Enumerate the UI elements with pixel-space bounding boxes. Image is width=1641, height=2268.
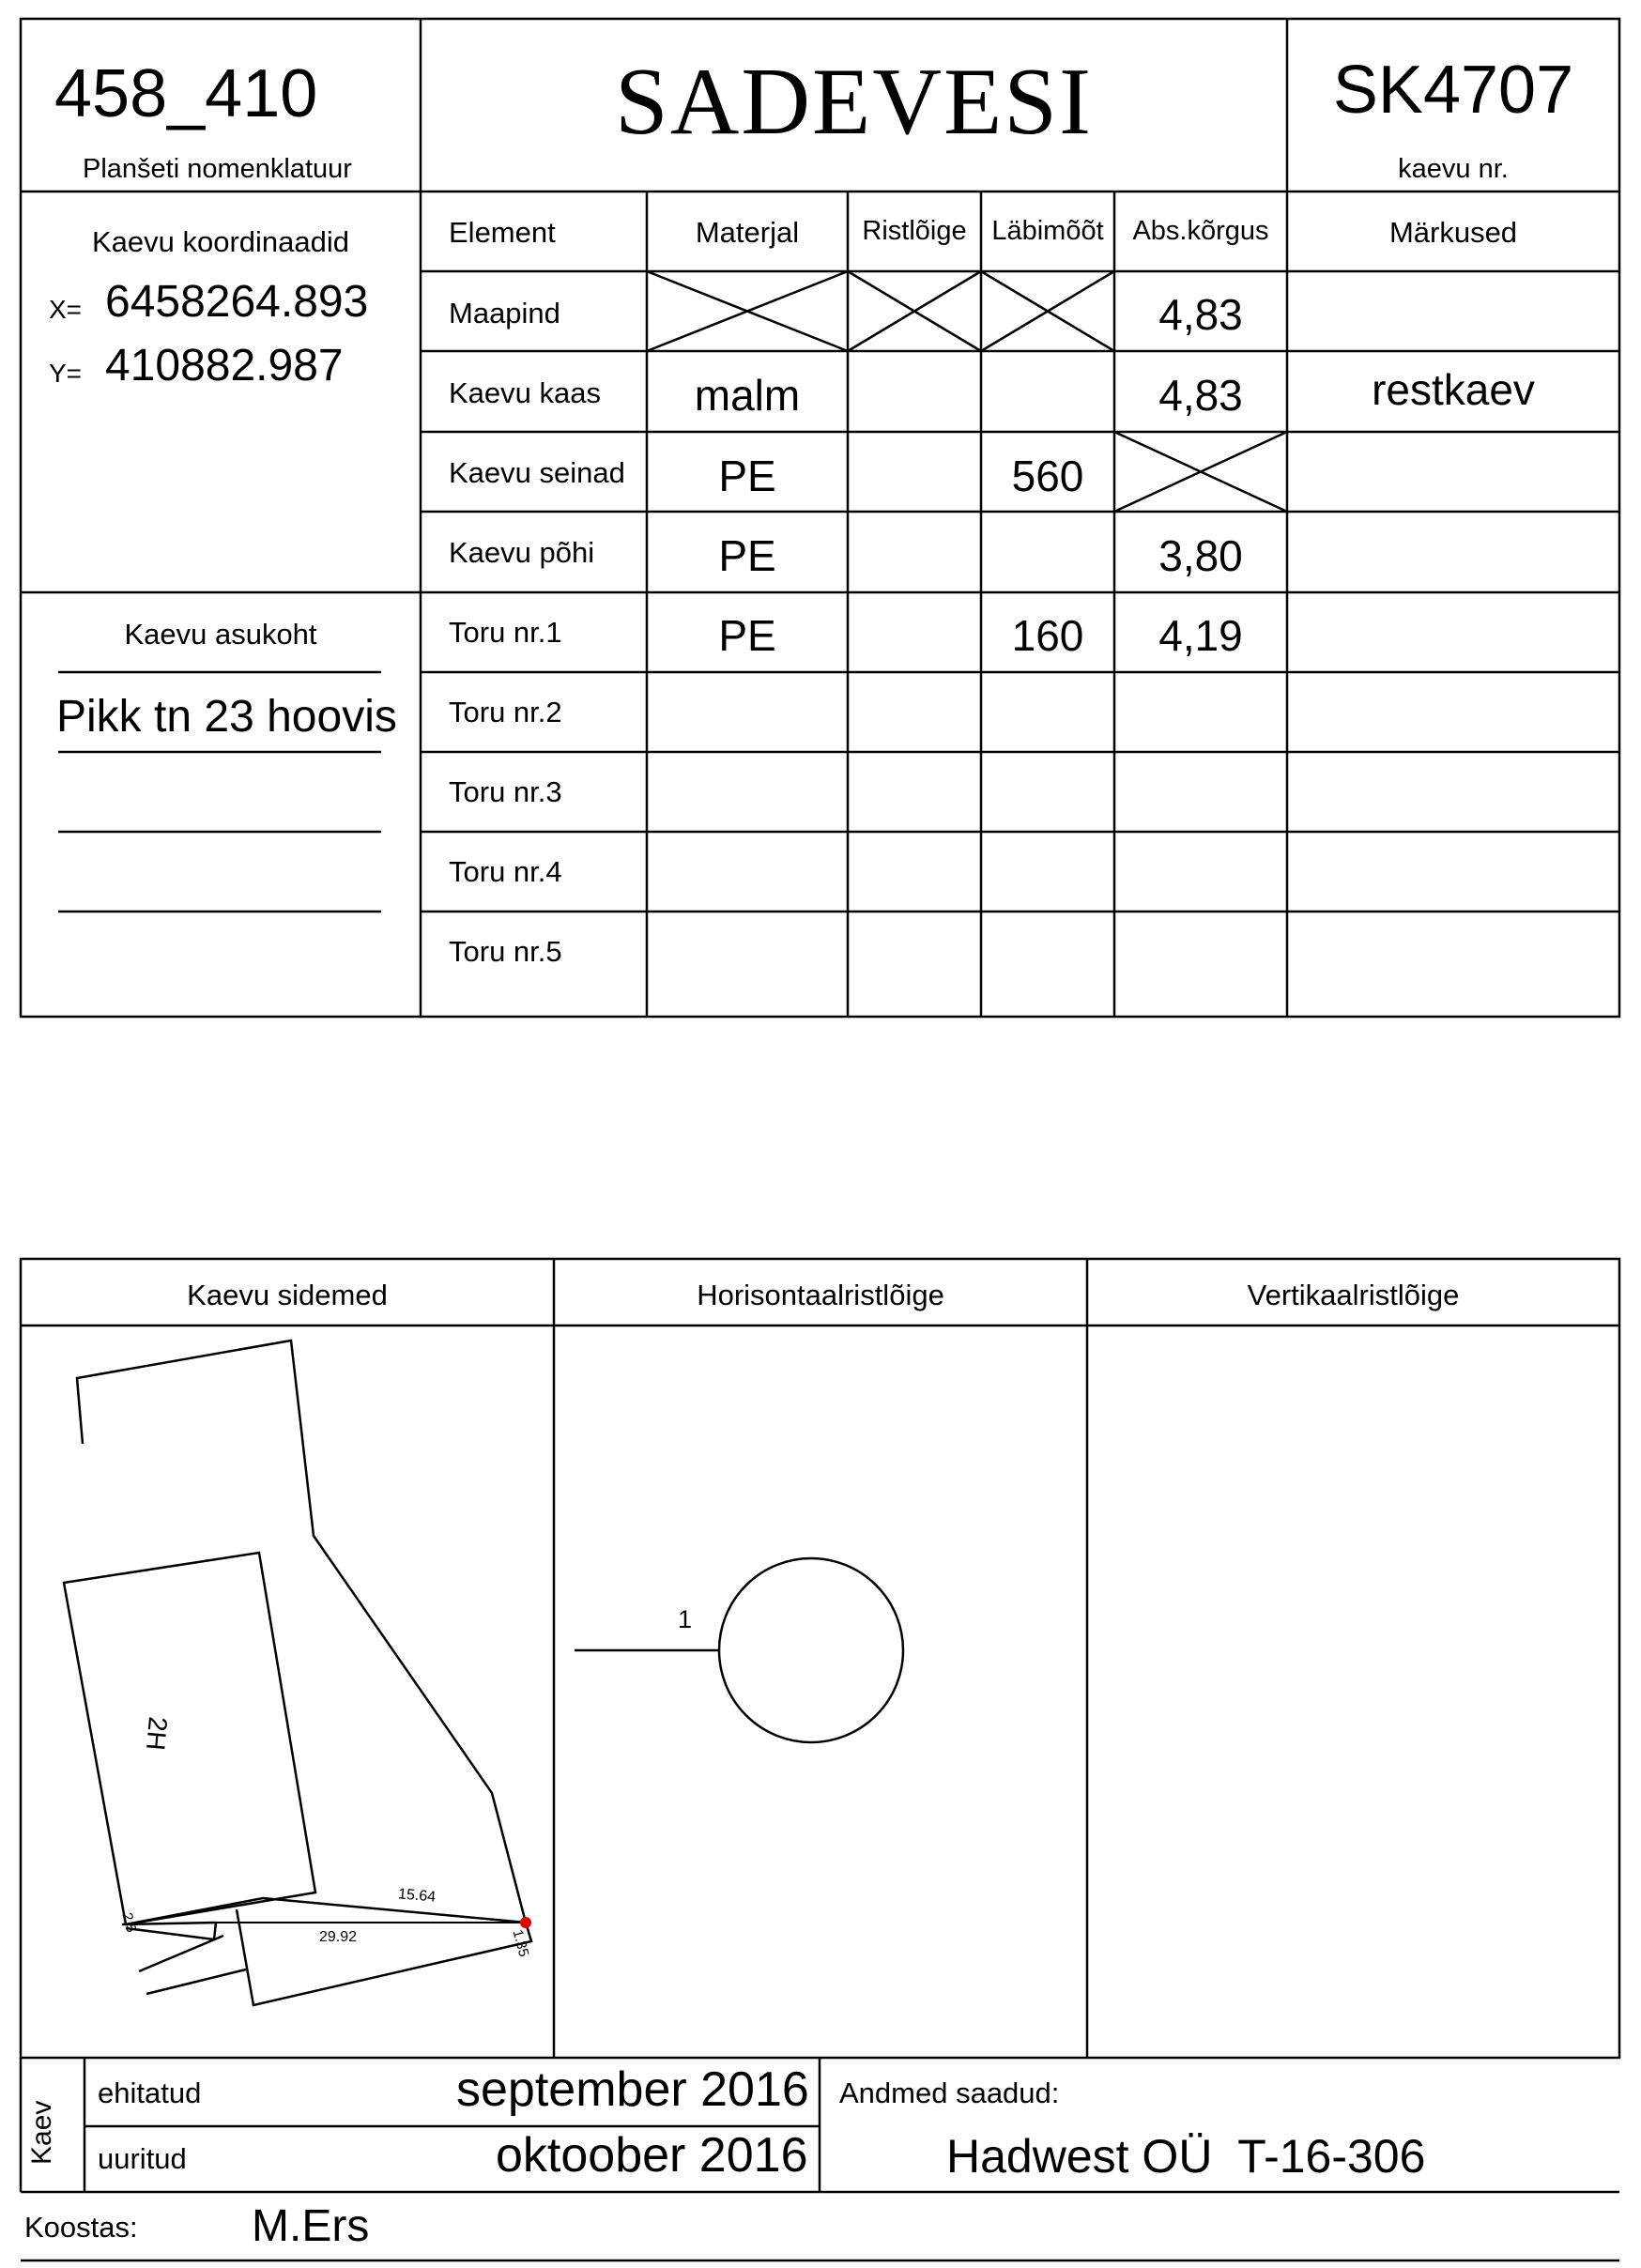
col-markused: Märkused xyxy=(1388,216,1518,249)
location-line1: Pikk tn 23 hoovis xyxy=(56,692,397,742)
col-element: Element xyxy=(449,216,556,249)
col-sidemed: Kaevu sidemed xyxy=(187,1279,388,1311)
built-label: ehitatud xyxy=(98,2076,202,2109)
x-value: 6458264.893 xyxy=(105,277,369,327)
row-element: Toru nr.2 xyxy=(449,696,562,728)
row-labimoot: 560 xyxy=(1011,452,1084,500)
row-element: Kaevu seinad xyxy=(449,456,625,489)
well-marker xyxy=(520,1917,531,1928)
row-element: Toru nr.5 xyxy=(449,935,562,968)
row-element: Maapind xyxy=(449,297,560,329)
author-label: Koostas: xyxy=(24,2211,138,2244)
row-materjal: PE xyxy=(718,452,776,500)
row-element: Toru nr.4 xyxy=(449,855,562,888)
col-horisontaal: Horisontaalristlõige xyxy=(697,1279,944,1311)
row-markused: restkaev xyxy=(1372,365,1535,414)
row-labimoot: 160 xyxy=(1011,611,1084,660)
author-value: M.Ers xyxy=(252,2201,370,2251)
row-abs: 4,83 xyxy=(1158,371,1243,420)
row-materjal: malm xyxy=(694,371,801,420)
col-materjal: Materjal xyxy=(695,216,800,249)
dimension-label: 15.64 xyxy=(397,1886,437,1906)
horizontal-section xyxy=(575,1558,903,1742)
row-abs: 3,80 xyxy=(1158,531,1243,580)
source-value: Hadwest OÜ T-16-306 xyxy=(946,2130,1426,2183)
row-abs: 4,19 xyxy=(1158,611,1243,660)
document-title: SADEVESI xyxy=(614,49,1094,155)
pipe-label: 1 xyxy=(678,1605,693,1633)
col-labimoot: Läbimõõt xyxy=(991,216,1104,246)
col-vertikaal: Vertikaalristlõige xyxy=(1247,1279,1460,1311)
coordinates-heading: Kaevu koordinaadid xyxy=(91,225,350,258)
sheet-caption: Planšeti nomenklatuur xyxy=(83,154,352,184)
y-label: Y= xyxy=(49,359,83,388)
sheet-number: 458_410 xyxy=(54,56,318,131)
source-label: Andmed saadud: xyxy=(839,2076,1060,2109)
well-number: SK4707 xyxy=(1332,53,1574,128)
well-caption: kaevu nr. xyxy=(1398,154,1509,184)
col-ristloige: Ristlõige xyxy=(862,216,967,246)
surveyed-label: uuritud xyxy=(98,2142,187,2175)
site-sketch xyxy=(64,1341,531,2005)
row-materjal: PE xyxy=(718,531,776,580)
row-abs: 4,83 xyxy=(1158,290,1243,339)
row-materjal: PE xyxy=(718,611,776,660)
built-value: september 2016 xyxy=(456,2062,809,2117)
dimension-label: 2.5 xyxy=(118,1910,140,1935)
dimension-label: 1.35 xyxy=(509,1927,532,1959)
x-label: X= xyxy=(49,295,83,324)
row-element: Toru nr.1 xyxy=(449,616,562,649)
row-element: Kaevu kaas xyxy=(449,376,601,409)
col-abs: Abs.kõrgus xyxy=(1132,216,1269,246)
location-heading: Kaevu asukoht xyxy=(124,618,317,651)
building-label: 2H xyxy=(140,1715,173,1752)
dimension-label: 29.92 xyxy=(319,1929,358,1945)
row-element: Kaevu põhi xyxy=(449,536,595,569)
surveyed-value: oktoober 2016 xyxy=(496,2128,808,2183)
row-element: Toru nr.3 xyxy=(449,775,562,808)
side-label: Kaev xyxy=(26,2100,57,2165)
y-value: 410882.987 xyxy=(105,341,344,391)
